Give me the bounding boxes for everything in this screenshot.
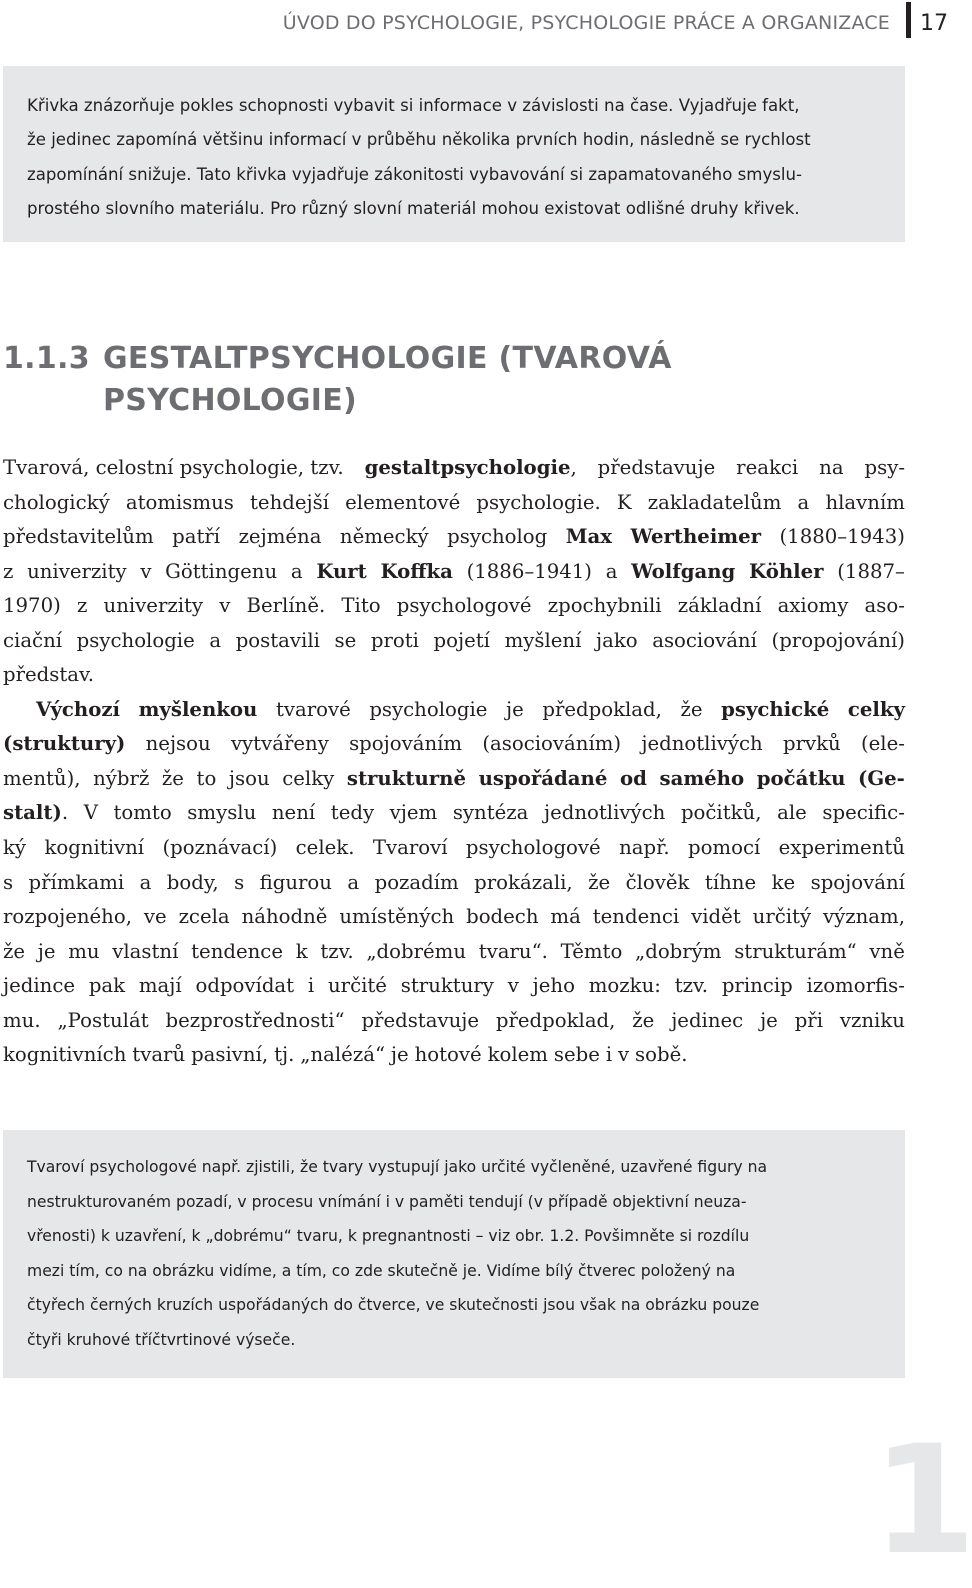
body-word: kognitivních [3,1043,127,1067]
body-word: tzv. [320,939,354,963]
body-word: V [83,801,98,825]
body-word: tedy [330,801,375,825]
body-line [3,555,905,590]
body-word: a [347,870,360,894]
body-line [3,451,905,486]
body-word: (poznávací) [162,836,278,860]
body-line [3,831,905,866]
body-word: tíhne [704,870,757,894]
body-word: má [550,905,581,929]
body-word: představ. [3,663,95,687]
body-word: smyslu [187,801,257,825]
body-word: specific- [822,801,905,825]
body-word: že [680,697,703,721]
body-word: náhodně [241,905,328,929]
body-word: ký [3,836,27,860]
body-word: mozku: [588,974,661,998]
body-word: mentů), [3,766,81,790]
body-word: tomto [113,801,172,825]
body-word: v [219,594,231,618]
section-title-line2: PSYCHOLOGIE) [103,383,358,418]
body-word: psychologové [396,594,532,618]
body-word: předpoklad, [542,697,662,721]
body-word: umístěných [339,905,455,929]
body-word: (propojování) [771,628,905,652]
body-word: s [234,870,245,894]
body-word: univerzity [103,594,204,618]
section-title-line1: GESTALTPSYCHOLOGIE (TVAROVÁ [103,341,672,376]
info-box-line: vřenosti) k uzavření, k „dobrému“ tvaru, k pregnantnosti – viz obr. 1.2. Povšimněte si rozdílu [27,1227,750,1246]
body-word: „dobrým [635,939,722,963]
body-word: jsou [228,766,270,790]
body-word: univerzity [27,559,127,583]
body-word: v [140,559,152,583]
info-box-line: nestrukturovaném pozadí, v procesu vnímání i v paměti tendují (v případě objektivní neuza- [27,1192,747,1211]
body-word: v [618,1043,630,1067]
body-word: z [3,559,14,583]
section-number: 1.1.3 [3,341,90,376]
body-word: tendenci [592,905,680,929]
body-word: bodech [466,905,539,929]
body-word: že [161,766,184,790]
body-word: tj. [274,1043,295,1067]
body-word: počitků, [680,801,762,825]
body-line [3,900,905,935]
body-word: (struktury) [3,732,126,756]
body-word: z [76,594,88,618]
body-word: s [3,870,14,894]
body-word: 1970) [3,594,61,618]
body-word: ale [777,801,807,825]
body-word: syntéza [452,801,529,825]
body-word: proti [370,628,419,652]
body-word: určitý [752,905,812,929]
body-word: představuje [597,456,716,479]
body-word: vlastní [112,939,179,963]
body-word: prvků [782,732,841,756]
body-word: ve [143,905,167,929]
body-word: je [37,939,56,963]
body-word: Göttingenu [165,559,278,583]
body-word: myšlení [504,628,582,652]
body-word: zcela [178,905,230,929]
body-word: jako [595,628,638,652]
body-line [3,796,905,831]
chapter-marker: 1 [872,1414,972,1588]
body-word: ke [771,870,796,894]
section-heading [3,338,672,422]
body-word: zpochybnili [547,594,662,618]
body-word: k [295,939,308,963]
body-word: zejména [238,525,322,549]
body-line [3,693,905,728]
body-word: Kurt [316,559,367,583]
body-word: Tvaroví [372,836,448,860]
body-word: i [605,1043,613,1067]
body-word: chologický [3,490,110,514]
body-word: atomismus [125,490,234,514]
body-word: asociování [652,628,757,652]
body-word: představitelům [3,525,154,549]
body-word: reakci [736,456,799,479]
body-word: mu [68,939,100,963]
body-word: celky [282,766,335,790]
info-box-line: mezi tím, co na obrázku vidíme, a tím, co zde skutečně je. Vidíme bílý čtverec položený na [27,1261,736,1280]
body-word: (1886–1941) [466,559,592,583]
body-word: význam, [823,905,905,929]
body-word: bezprostřednosti“ [165,1008,345,1032]
info-box-line: prostého slovního materiálu. Pro různý slovní materiál mohou existovat odlišné druhy křivek. [27,199,800,219]
body-word: psychologie [369,697,488,721]
body-word: Koffka [380,559,453,583]
body-word: a [605,559,618,583]
body-word: to [196,766,217,790]
body-word: ciační [3,628,63,652]
body-word: (1880–1943) [779,525,905,549]
body-word: vidět [691,905,741,929]
page-number: 17 [920,11,948,36]
body-word: strukturně [346,766,466,790]
body-line [3,624,905,659]
body-word: Köhler [749,559,824,583]
body-word: Wolfgang [631,559,736,583]
body-word: kolem [487,1043,548,1067]
body-word: pomocí [687,836,761,860]
body-word: psychologové [465,836,601,860]
body-word: jedince [3,974,76,998]
body-word: (Ge- [858,766,905,790]
body-word: princip [721,974,793,998]
body-line [3,1004,905,1039]
body-word: i [307,974,315,998]
body-word: není [271,801,316,825]
body-word: předpoklad, [495,1008,616,1032]
body-word: celek. [295,836,355,860]
body-word: pasivní, [191,1043,269,1067]
body-word: určité [327,974,387,998]
body-word: tendence [191,939,283,963]
body-word: sebe [553,1043,600,1067]
body-line [3,762,905,797]
body-word: strukturám“ [734,939,857,963]
body-word: axiomy [777,594,849,618]
body-word: figurou [259,870,332,894]
body-word: Tito [341,594,381,618]
body-word: (asociováním) [482,732,622,756]
body-word: že [588,870,611,894]
body-word: kognitivní [44,836,145,860]
body-word: jedinec [671,1008,744,1032]
body-word: struktury [400,974,494,998]
body-word: nýbrž [93,766,150,790]
info-box-line: Tvaroví psychologové např. zjistili, že tvary vystupují jako určité vyčleněné, uzavřené figury na [27,1158,768,1176]
body-line [3,866,905,901]
body-word: elementové [345,490,461,514]
body-word: počátku [756,766,846,790]
body-word: jeho [532,974,575,998]
body-word: vjem [389,801,438,825]
body-word: Berlíně. [246,594,326,618]
body-word: experimentů [778,836,905,860]
body-word: celky [847,697,905,721]
info-box-line: Křivka znázorňuje pokles schopnosti vybavit si informace v závislosti na čase. Vyjadřuje fakt, [27,96,800,115]
body-word: od [619,766,647,790]
body-word: že [632,1008,655,1032]
body-word: (ele- [860,732,905,756]
body-word: a [139,870,152,894]
body-word: zakladatelům [647,490,782,514]
body-word: gestaltpsychologie, [364,456,577,479]
body-word: spojováním [349,732,463,756]
body-word: vytvářeny [230,732,329,756]
body-word: izomorfis- [806,974,905,998]
body-word: psy- [864,456,905,479]
body-word: je [506,697,524,721]
body-word: Tvarová, celostní psychologie, tzv. [3,456,344,479]
body-word: vně [869,939,905,963]
body-word: „nalézá“ [300,1043,386,1067]
body-word: odpovídat [195,974,295,998]
body-word: německý [339,525,429,549]
body-word: představuje [361,1008,480,1032]
body-word: je [390,1043,409,1067]
body-word: mají [138,974,182,998]
body-word: Max [565,525,613,549]
body-word: základní [677,594,762,618]
info-box-line: čtyřech černých kruzích uspořádaných do čtverce, ve skutečnosti jsou však na obrázku pouze [27,1296,760,1315]
body-word: člověk [625,870,690,894]
body-word: tvarové [275,697,351,721]
body-word: vzniku [839,1008,905,1032]
body-word: „Postulát [57,1008,149,1032]
body-word: postavili [235,628,320,652]
body-word: myšlenkou [138,697,258,721]
body-word: sobě. [635,1043,688,1067]
body-word: Výchozí [36,697,121,721]
body-word: a [290,559,303,583]
running-header-title: ÚVOD DO PSYCHOLOGIE, PSYCHOLOGIE PRÁCE A ORGANIZACE [282,12,890,34]
body-word: psychologie [76,628,195,652]
body-word: patří [172,525,221,549]
body-word: hlavním [825,490,905,514]
body-word: při [794,1008,823,1032]
body-word: (1887– [837,559,905,583]
body-word: aso- [864,594,905,618]
body-word: např. [619,836,670,860]
body-word: mu. [3,1008,41,1032]
body-word: stalt). [3,801,69,825]
body-word: prokázali, [474,870,573,894]
body-line [3,520,905,555]
body-word: psychologie. [476,490,601,514]
body-word: jednotlivých [641,732,763,756]
body-word: pojetí [433,628,490,652]
body-word: „dobrému [366,939,467,963]
body-word: se [334,628,357,652]
body-word: body, [166,870,219,894]
body-word: pozadím [374,870,459,894]
body-word: nejsou [145,732,211,756]
body-word: v [507,974,519,998]
body-line [3,589,905,624]
body-line [3,969,905,1004]
body-word: rozpojeného, [3,905,132,929]
body-word: tvaru“. [478,939,548,963]
info-box-gestalt-figures [3,1130,905,1378]
info-box-line: že jedinec zapomíná většinu informací v průběhu několika prvních hodin, následně se rychlost [27,130,811,150]
body-word: pak [88,974,126,998]
body-line [3,1038,905,1073]
info-box-line: čtyři kruhové tříčtvrtinové výseče. [27,1330,296,1349]
body-word: psycholog [447,525,548,549]
body-word: a [797,490,810,514]
body-word: tzv. [674,974,709,998]
info-box-line: zapomínání snižuje. Tato křivka vyjadřuje zákonitosti vybavování si zapamatovaného smyslu- [27,164,803,184]
body-word: psychické [721,697,830,721]
body-word: Těmto [560,939,623,963]
body-word: tvarů [132,1043,186,1067]
body-word: že [3,939,26,963]
body-word: hotové [414,1043,482,1067]
body-line [3,727,905,762]
body-word: jednotlivých [543,801,666,825]
body-word: spojování [810,870,905,894]
body-line [3,935,905,970]
body-text [3,451,905,1073]
body-word: je [760,1008,778,1032]
body-word: Wertheimer [630,525,762,549]
body-line [3,658,905,693]
body-line [3,486,905,521]
body-word: uspořádané [478,766,608,790]
body-word: samého [659,766,745,790]
body-word: a [209,628,222,652]
body-word: přímkami [28,870,125,894]
body-word: K [616,490,632,514]
info-box-forgetting-curve [3,66,905,242]
header-divider [906,2,911,38]
body-word: na [819,456,844,479]
body-word: tehdejší [250,490,329,514]
